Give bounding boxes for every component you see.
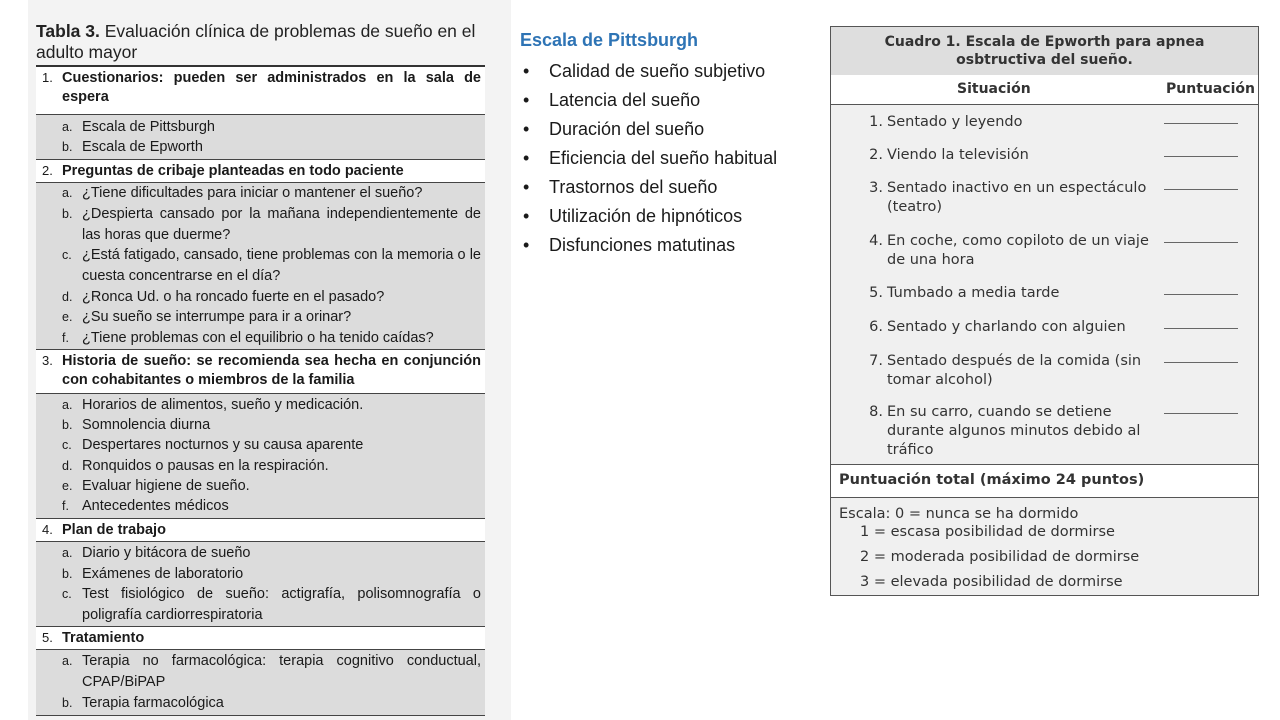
- bullet-text: Eficiencia del sueño habitual: [549, 148, 778, 168]
- row-text: Sentado después de la comida (sin tomar alcohol): [887, 353, 1142, 388]
- epworth-title-line1: Cuadro 1. Escala de Epworth para apnea: [884, 34, 1205, 50]
- item-letter: b.: [62, 418, 73, 432]
- section-title: Preguntas de cribaje planteadas en todo paciente: [62, 163, 404, 179]
- item-text: Somnolencia diurna: [82, 417, 211, 433]
- item-letter: a.: [62, 186, 73, 200]
- tabla3-section-1: [36, 67, 485, 115]
- item-text: Horarios de alimentos, sueño y medicación.: [82, 397, 364, 413]
- item-text: Diario y bitácora de sueño: [82, 545, 251, 561]
- epworth-title-line2: osbtructiva del sueño.: [956, 52, 1133, 68]
- item-letter: d.: [62, 459, 73, 473]
- item-text: Antecedentes médicos: [82, 498, 229, 514]
- item-letter: a.: [62, 398, 73, 412]
- epworth-scale: [839, 503, 1139, 592]
- score-blank: [1164, 242, 1238, 243]
- row-number: 8.: [869, 404, 883, 420]
- item-text: Terapia farmacológica: [82, 695, 224, 711]
- tabla3-section-4: [36, 519, 485, 542]
- section-number: 5.: [42, 630, 53, 645]
- item-letter: a.: [62, 546, 73, 560]
- section-number: 3.: [42, 353, 53, 368]
- column-header-puntuacion: Puntuación: [1166, 81, 1255, 97]
- tabla3-title-text: Evaluación clínica de problemas de sueño en el adulto mayor: [36, 21, 476, 62]
- item-letter: b.: [62, 140, 73, 154]
- item-text: Terapia no farmacológica: terapia cognitivo conductual, CPAP/BiPAP: [82, 653, 481, 690]
- row-text: Viendo la televisión: [887, 147, 1029, 163]
- row-text: Sentado y leyendo: [887, 114, 1023, 130]
- tabla3-section-4-items: [36, 542, 485, 627]
- scale-line: 1 = escasa posibilidad de dormirse: [860, 524, 1115, 540]
- bullet-item: [520, 115, 840, 144]
- scale-line: 2 = moderada posibilidad de dormirse: [860, 549, 1140, 565]
- bullet-icon: •: [523, 177, 530, 197]
- item-text: ¿Está fatigado, cansado, tiene problemas con la memoria o le cuesta concentrarse en el día?: [82, 247, 481, 284]
- score-blank: [1164, 123, 1238, 124]
- row-number: 6.: [869, 319, 883, 335]
- item-letter: a.: [62, 654, 73, 668]
- tabla3-section-2: [36, 160, 485, 183]
- section-title: Plan de trabajo: [62, 522, 166, 538]
- epworth-column-headers: [831, 75, 1258, 105]
- item-letter: b.: [62, 567, 73, 581]
- pittsburgh-list: [520, 28, 840, 260]
- bullet-text: Duración del sueño: [549, 119, 705, 139]
- scale-line: 3 = elevada posibilidad de dormirse: [860, 574, 1123, 590]
- item-letter: e.: [62, 479, 73, 493]
- row-text: Sentado inactivo en un espectáculo (teatro): [887, 180, 1147, 215]
- item-letter: a.: [62, 120, 73, 134]
- item-letter: d.: [62, 290, 73, 304]
- item-letter: b.: [62, 207, 73, 221]
- scale-line: Escala: 0 = nunca se ha dormido: [839, 506, 1079, 522]
- bullet-item: [520, 57, 840, 86]
- item-text: Test fisiológico de sueño: actigrafía, polisomnografía o poligrafía cardiorrespiratoria: [82, 586, 481, 623]
- bullet-icon: •: [523, 148, 530, 168]
- bullet-item: [520, 202, 840, 231]
- item-letter: c.: [62, 587, 72, 601]
- score-blank: [1164, 413, 1238, 414]
- row-number: 1.: [869, 114, 883, 130]
- section-number: 1.: [42, 70, 53, 85]
- tabla3-section-5-items: [36, 650, 485, 716]
- bullet-icon: •: [523, 119, 530, 139]
- item-text: ¿Su sueño se interrumpe para ir a orinar?: [82, 309, 352, 325]
- item-text: Despertares nocturnos y su causa aparente: [82, 437, 364, 453]
- score-blank: [1164, 189, 1238, 190]
- epworth-header: [831, 27, 1258, 76]
- item-text: Evaluar higiene de sueño.: [82, 478, 250, 494]
- section-title: Cuestionarios: pueden ser administrados en la sala de espera: [62, 70, 481, 105]
- score-blank: [1164, 328, 1238, 329]
- score-blank: [1164, 156, 1238, 157]
- bullet-item: [520, 173, 840, 202]
- row-number: 2.: [869, 147, 883, 163]
- item-letter: c.: [62, 438, 72, 452]
- bullet-item: [520, 144, 840, 173]
- item-text: Ronquidos o pausas en la respiración.: [82, 458, 329, 474]
- item-letter: f.: [62, 499, 69, 513]
- bullet-text: Calidad de sueño subjetivo: [549, 61, 766, 81]
- epworth-table: [830, 26, 1259, 596]
- bullet-icon: •: [523, 90, 530, 110]
- bullet-icon: •: [523, 61, 530, 81]
- item-letter: b.: [62, 696, 73, 710]
- section-number: 2.: [42, 163, 53, 178]
- item-letter: f.: [62, 331, 69, 345]
- tabla3-section-3-items: [36, 394, 485, 519]
- row-text: Sentado y charlando con alguien: [887, 319, 1126, 335]
- row-text: En su carro, cuando se detiene durante algunos minutos debido al tráfico: [887, 404, 1141, 458]
- item-text: ¿Tiene dificultades para iniciar o mantener el sueño?: [82, 185, 423, 201]
- row-number: 3.: [869, 180, 883, 196]
- epworth-total-label: Puntuación total (máximo 24 puntos): [839, 472, 1145, 488]
- row-text: En coche, como copiloto de un viaje de una hora: [887, 233, 1149, 268]
- bullet-text: Trastornos del sueño: [549, 177, 718, 197]
- tabla3-section-3: [36, 350, 485, 394]
- item-text: ¿Tiene problemas con el equilibrio o ha tenido caídas?: [82, 330, 434, 346]
- item-text: Exámenes de laboratorio: [82, 566, 244, 582]
- item-letter: c.: [62, 248, 72, 262]
- item-text: Escala de Epworth: [82, 139, 203, 155]
- score-blank: [1164, 294, 1238, 295]
- row-number: 7.: [869, 353, 883, 369]
- score-blank: [1164, 362, 1238, 363]
- tabla3-title-label: Tabla 3.: [36, 21, 100, 41]
- bullet-item: [520, 86, 840, 115]
- epworth-total-row: [831, 464, 1258, 498]
- item-letter: e.: [62, 310, 73, 324]
- tabla3-title: [36, 21, 486, 63]
- bullet-icon: •: [523, 206, 530, 226]
- item-text: ¿Despierta cansado por la mañana independientemente de las horas que duerme?: [82, 206, 481, 243]
- tabla3-section-1-items: [36, 115, 485, 160]
- item-text: ¿Ronca Ud. o ha roncado fuerte en el pasado?: [82, 289, 385, 305]
- epworth-title: [831, 33, 1258, 69]
- bullet-item: [520, 231, 840, 260]
- bullet-text: Disfunciones matutinas: [549, 235, 736, 255]
- bullet-icon: •: [523, 235, 530, 255]
- column-header-situacion: Situación: [957, 81, 1031, 97]
- tabla3-section-5: [36, 627, 485, 650]
- section-number: 4.: [42, 522, 53, 537]
- pittsburgh-title: Escala de Pittsburgh: [520, 30, 699, 50]
- item-text: Escala de Pittsburgh: [82, 119, 215, 135]
- row-number: 4.: [869, 233, 883, 249]
- bullet-text: Latencia del sueño: [549, 90, 701, 110]
- tabla3-section-2-items: [36, 183, 485, 350]
- row-number: 5.: [869, 285, 883, 301]
- row-text: Tumbado a media tarde: [887, 285, 1060, 301]
- section-title: Historia de sueño: se recomienda sea hecha en conjunción con cohabitantes o miembros de la familia: [62, 353, 481, 388]
- section-title: Tratamiento: [62, 630, 145, 646]
- bullet-text: Utilización de hipnóticos: [549, 206, 743, 226]
